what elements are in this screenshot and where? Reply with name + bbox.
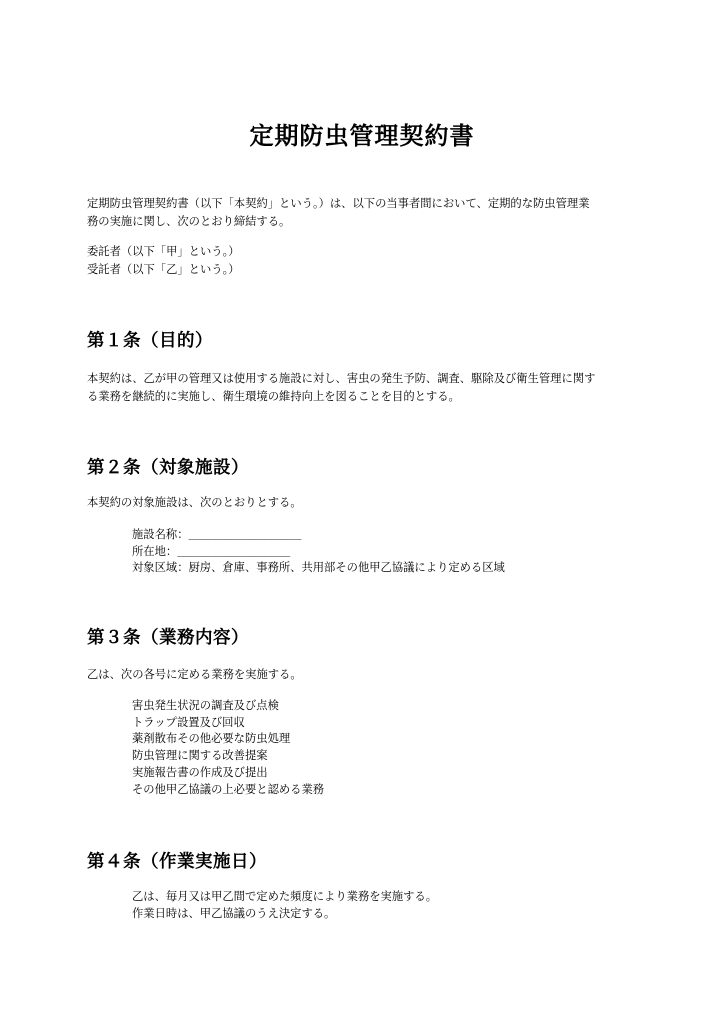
article-3-heading: 第３条（業務内容） [87,628,249,648]
service-item: 防虫管理に関する改善提案 [132,749,268,763]
party-contractor: 受託者（以下「乙」という。） [87,262,240,276]
facility-details [132,527,652,577]
article-1-body [87,370,647,405]
article-2-body [87,494,647,512]
service-item: 害虫発生状況の調査及び点検 [132,699,279,712]
schedule-list [132,889,652,922]
schedule-item: 乙は、毎月又は甲乙間で定めた頻度により業務を実施する。 [132,890,438,903]
article-1-line: 本契約は、乙が甲の管理又は使用する施設に対し、害虫の発生予防、調査、駆除及び衛生管理に関す [87,372,596,385]
document-title: 定期防虫管理契約書 [249,122,475,150]
service-item: トラップ設置及び回収 [132,715,245,729]
schedule-item: 作業日時は、甲乙協議のうえ決定する。 [132,906,336,920]
article-2-heading: 第２条（対象施設） [87,458,249,478]
service-item: その他甲乙協議の上必要と認める業務 [132,782,325,796]
service-item: 実施報告書の作成及び提出 [132,765,268,779]
article-3-line: 乙は、次の各号に定める業務を実施する。 [87,668,302,681]
intro-line: 定期防虫管理契約書（以下「本契約」という。）は、以下の当事者間において、定期的な防虫管理業 [87,197,590,210]
facility-address: 所在地：＿＿＿＿＿＿＿＿＿＿ [132,544,291,558]
facility-name: 施設名称：＿＿＿＿＿＿＿＿＿＿ [132,528,302,541]
intro-paragraph [87,195,647,230]
article-2-line: 本契約の対象施設は、次のとおりとする。 [87,496,302,509]
facility-area: 対象区域：厨房、倉庫、事務所、共用部その他甲乙協議により定める区域 [132,561,505,575]
party-client: 委託者（以下「甲」という。） [87,245,240,258]
article-1-line: る業務を継続的に実施し、衛生環境の維持向上を図ることを目的とする。 [87,389,460,403]
article-3-body [87,666,647,684]
article-1-heading: 第１条（目的） [87,331,213,351]
intro-line: 務の実施に関し、次のとおり締結する。 [87,214,291,228]
article-4-heading: 第４条（作業実施日） [87,852,267,872]
service-item: 薬剤散布その他必要な防虫処理 [132,732,291,746]
service-list [132,698,652,798]
parties [87,243,647,278]
